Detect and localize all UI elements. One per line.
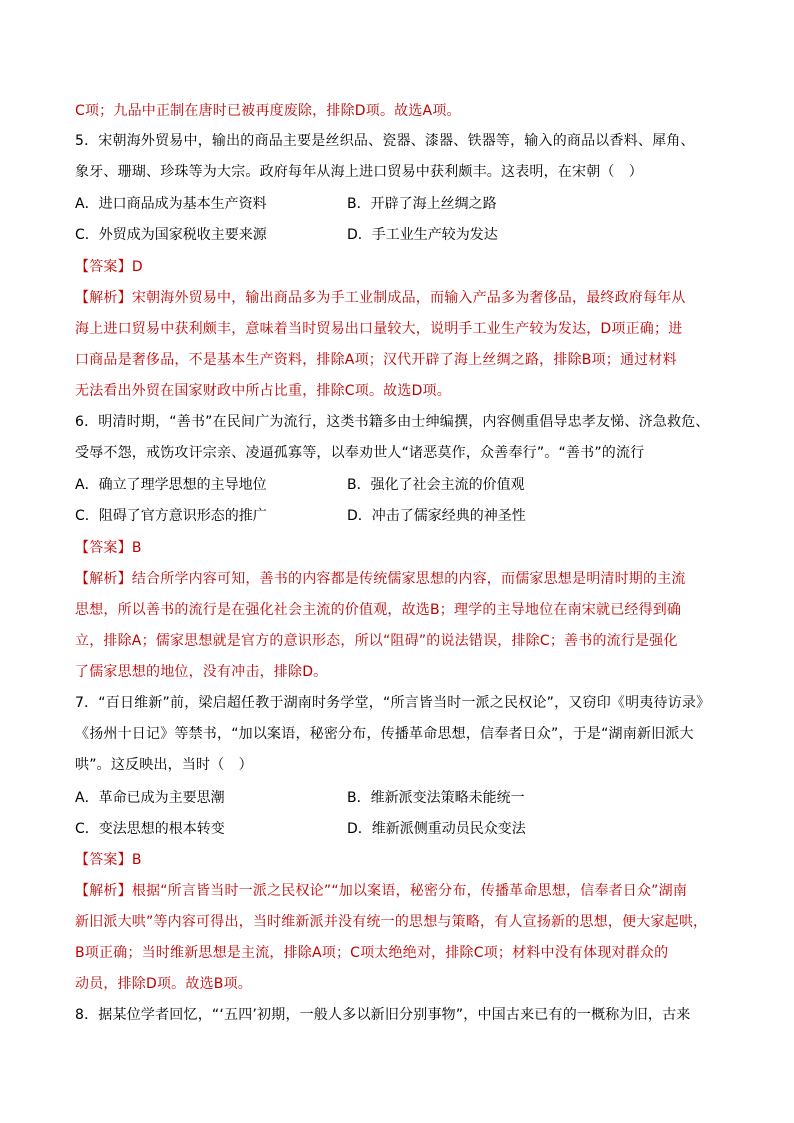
q5-analysis-line-3: 口商品是奢侈品，不是基本生产资料，排除A项；汉代开辟了海上丝绸之路，排除B项；通过材料 xyxy=(75,352,677,368)
q7-answer-tag: 【答案】 xyxy=(75,852,132,868)
q7-analysis-line-1 xyxy=(75,882,725,900)
q7-analysis-tag: 【解析】 xyxy=(75,883,132,899)
q5-answer-value: D xyxy=(131,259,143,275)
q5-analysis-line-4: 无法看出外贸在国家财政中所占比重，排除C项。故选D项。 xyxy=(75,383,451,399)
q6-stem-line-1: 6．明清时期，“善书”在民间广为流行，这类书籍多由士绅编撰，内容侧重倡导忠孝友悌、济急救危、 xyxy=(75,414,710,430)
q5-option-d: D．手工业生产较为发达 xyxy=(347,227,498,243)
q5-option-a: A．进口商品成为基本生产资料 xyxy=(75,196,267,212)
q7-option-d: D．维新派侧重动员民众变法 xyxy=(347,821,526,837)
q5-option-b: B．开辟了海上丝绸之路 xyxy=(347,196,497,212)
q6-analysis-line-1 xyxy=(75,570,725,588)
q6-option-b: B．强化了社会主流的价值观 xyxy=(347,477,525,493)
q6-answer xyxy=(75,539,725,557)
q6-option-a: A．确立了理学思想的主导地位 xyxy=(75,477,267,493)
q5-answer xyxy=(75,258,725,276)
q7-answer-value: B xyxy=(131,852,142,868)
q7-stem-line-2: 《扬州十日记》等禁书，“加以案语，秘密分布，传播革命思想，信奉者日众”，于是“湖南新旧派大 xyxy=(75,726,694,742)
q6-analysis-text-1: 结合所学内容可知，善书的内容都是传统儒家思想的内容，而儒家思想是明清时期的主流 xyxy=(131,571,686,587)
q6-analysis-line-4: 了儒家思想的地位，没有冲击，排除D。 xyxy=(75,664,328,680)
q4-analysis-tail: C项；九品中正制在唐时已被再度废除，排除D项。故选A项。 xyxy=(75,103,461,119)
q5-analysis-line-2: 海上进口贸易中获利颇丰，意味着当时贸易出口量较大，说明手工业生产较为发达，D项正确；进 xyxy=(75,321,683,337)
q6-option-c: C．阻碍了官方意识形态的推广 xyxy=(75,508,267,524)
q8-stem-line-1: 8．据某位学者回忆，“‘五四’初期，一般人多以新旧分别事物”，中国古来已有的一概称为旧，古来 xyxy=(75,1007,691,1023)
q7-stem-line-3: 哄”。这反映出，当时（ ） xyxy=(75,757,253,773)
q7-analysis-line-2: 新旧派大哄”等内容可得出，当时维新派并没有统一的思想与策略，有人宣扬新的思想，便大家起哄， xyxy=(75,914,708,930)
q5-analysis-text-1: 宋朝海外贸易中，输出商品多为手工业制成品，而输入产品多为奢侈品，最终政府每年从 xyxy=(131,290,686,306)
q6-analysis-line-2: 思想，所以善书的流行是在强化社会主流的价值观，故选B；理学的主导地位在南宋就已经得到确 xyxy=(75,602,682,618)
q7-option-b: B．维新派变法策略未能统一 xyxy=(347,790,525,806)
q7-option-a: A．革命已成为主要思潮 xyxy=(75,790,225,806)
q6-stem-line-2: 受辱不怨，戒饬攻讦宗亲、凌逼孤寡等，以奉劝世人“诸恶莫作，众善奉行”。“善书”的流行 xyxy=(75,445,645,461)
q7-answer xyxy=(75,851,725,869)
q7-analysis-line-3: B项正确；当时维新思想是主流，排除A项；C项太绝绝对，排除C项；材料中没有体现对群众的 xyxy=(75,945,669,961)
q5-stem-line-1: 5．宋朝海外贸易中，输出的商品主要是丝织品、瓷器、漆器、铁器等，输入的商品以香料、犀角、 xyxy=(75,133,695,149)
q5-analysis-tag: 【解析】 xyxy=(75,290,132,306)
q7-analysis-text-1: 根据“所言皆当时一派之民权论”“加以案语，秘密分布，传播革命思想，信奉者日众”湖南 xyxy=(131,883,688,899)
q5-option-c: C．外贸成为国家税收主要来源 xyxy=(75,227,267,243)
q5-analysis-line-1 xyxy=(75,289,725,307)
q6-answer-value: B xyxy=(131,540,142,556)
q6-answer-tag: 【答案】 xyxy=(75,540,132,556)
q7-analysis-line-4: 动员，排除D项。故选B项。 xyxy=(75,976,252,992)
q5-stem-line-2: 象牙、珊瑚、珍珠等为大宗。政府每年从海上进口贸易中获利颇丰。这表明，在宋朝（ ） xyxy=(75,164,643,180)
q5-answer-tag: 【答案】 xyxy=(75,259,132,275)
q6-option-d: D．冲击了儒家经典的神圣性 xyxy=(347,508,526,524)
q6-analysis-tag: 【解析】 xyxy=(75,571,132,587)
q7-stem-line-1: 7．“百日维新”前，梁启超任教于湖南时务学堂，“所言皆当时一派之民权论”，又窃印《明夷待访录》 xyxy=(75,695,711,711)
q7-option-c: C．变法思想的根本转变 xyxy=(75,821,225,837)
q6-analysis-line-3: 立，排除A；儒家思想就是官方的意识形态，所以“阻碍”的说法错误，排除C；善书的流行是强化 xyxy=(75,633,678,649)
